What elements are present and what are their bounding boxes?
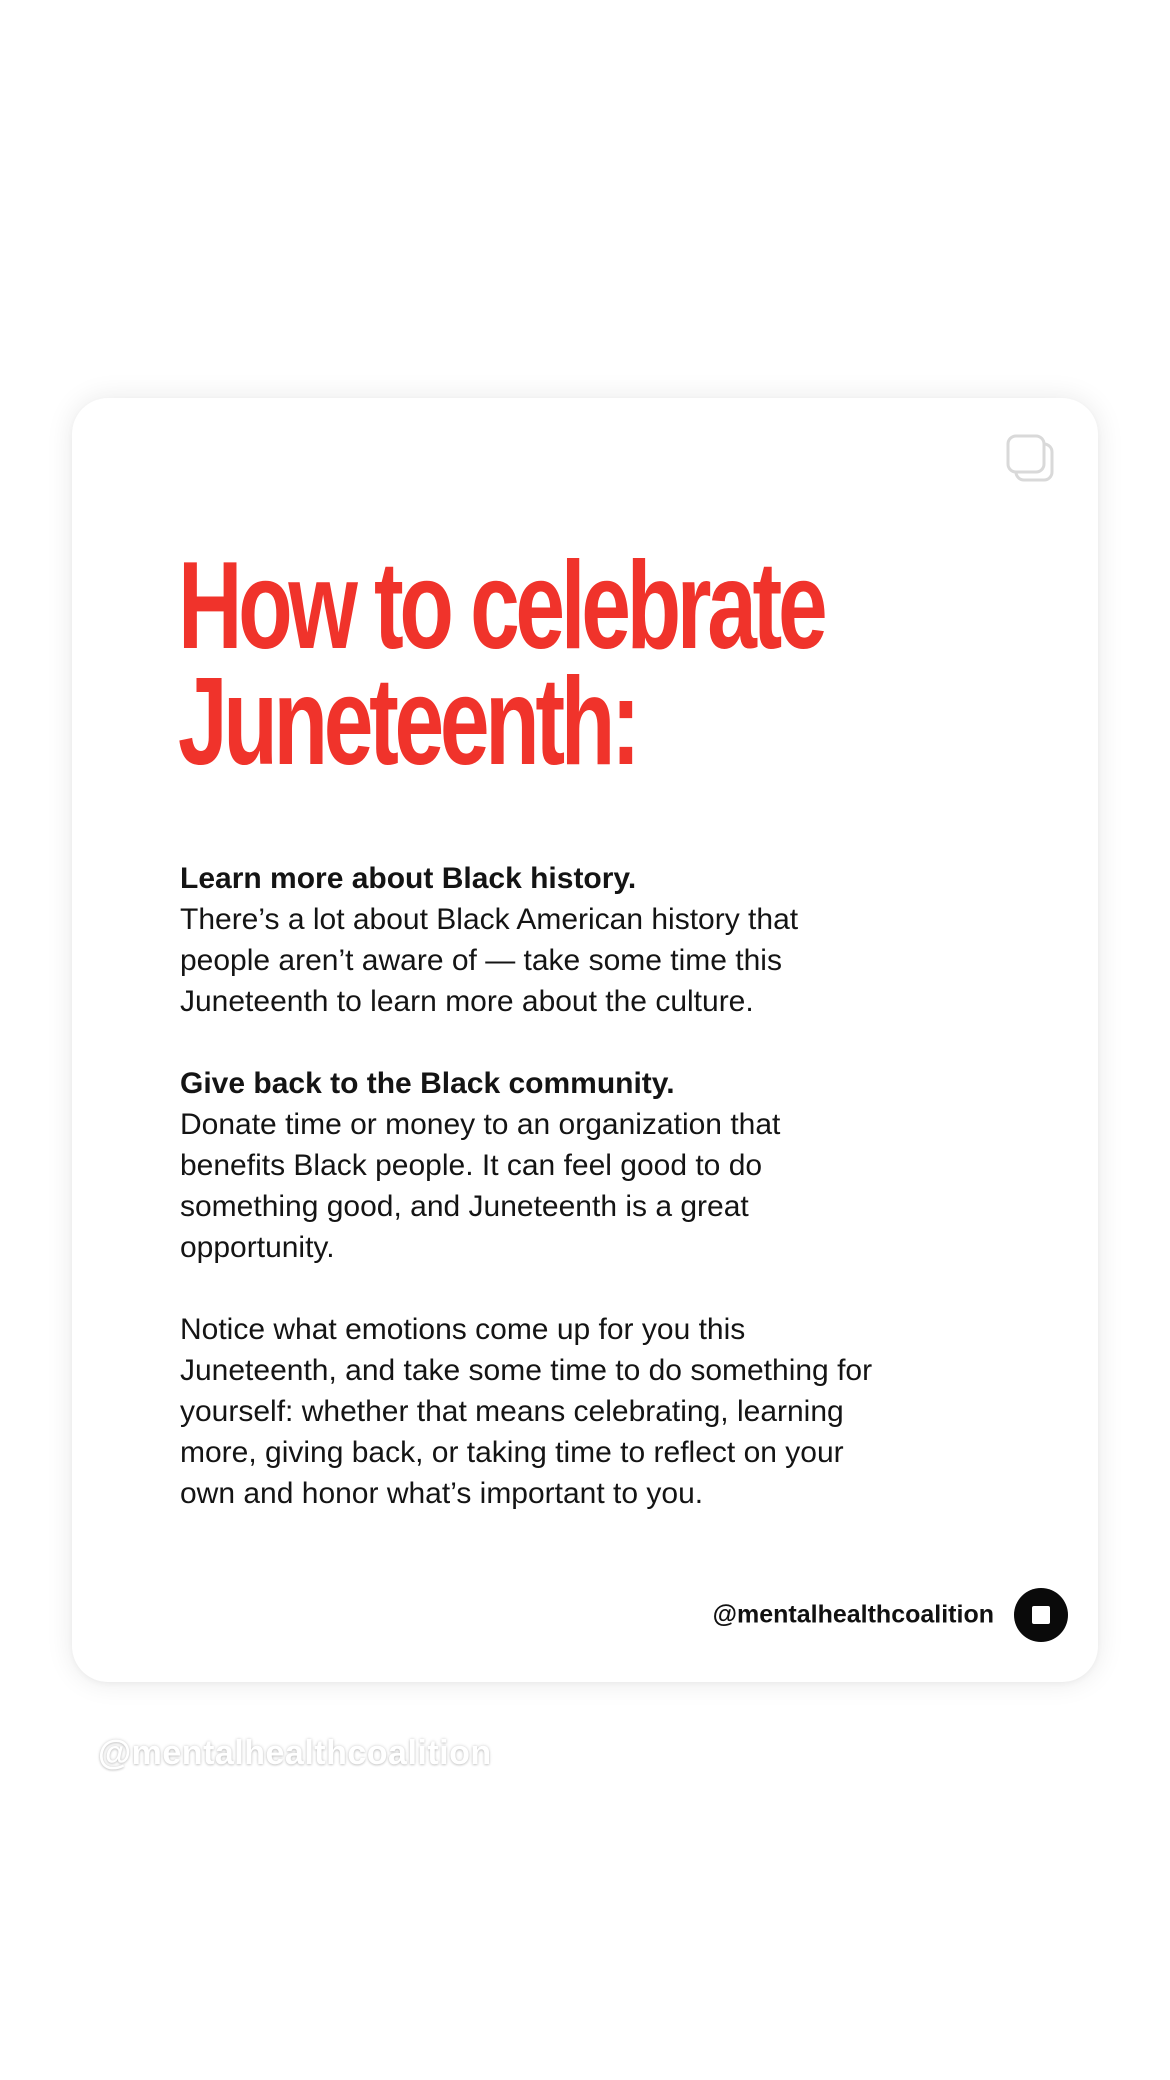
section-heading: Learn more about Black history. — [180, 862, 637, 895]
shared-post-card[interactable] — [72, 398, 1098, 1682]
section-learn-history — [180, 858, 1040, 1022]
post-headline — [178, 537, 824, 791]
post-body — [180, 858, 1040, 1555]
section-notice-emotions — [180, 1309, 1040, 1514]
section-text: Donate time or money to an organization that benefits Black people. It can feel good to do something good, and Juneteenth is a great opportunity. — [180, 1108, 781, 1264]
carousel-icon — [1004, 432, 1060, 488]
headline-line-1: How to celebrate — [178, 537, 824, 675]
section-give-back — [180, 1063, 1040, 1268]
story-mention-sticker[interactable]: @mentalhealthcoalition — [98, 1734, 492, 1772]
section-heading: Give back to the Black community. — [180, 1067, 675, 1100]
section-text: There’s a lot about Black American history that people aren’t aware of — take some time this Juneteenth to learn more about the culture. — [180, 903, 799, 1018]
footer-handle: @mentalhealthcoalition — [712, 1600, 994, 1629]
headline-line-2: Juneteenth: — [178, 653, 637, 791]
section-text: Notice what emotions come up for you this Juneteenth, and take some time to do something for yourself: whether that means celebrating, learning more, giving back, or taking time to reflect on your own and honor what’s important to you. — [180, 1313, 873, 1510]
logo-badge-icon — [1014, 1588, 1068, 1642]
